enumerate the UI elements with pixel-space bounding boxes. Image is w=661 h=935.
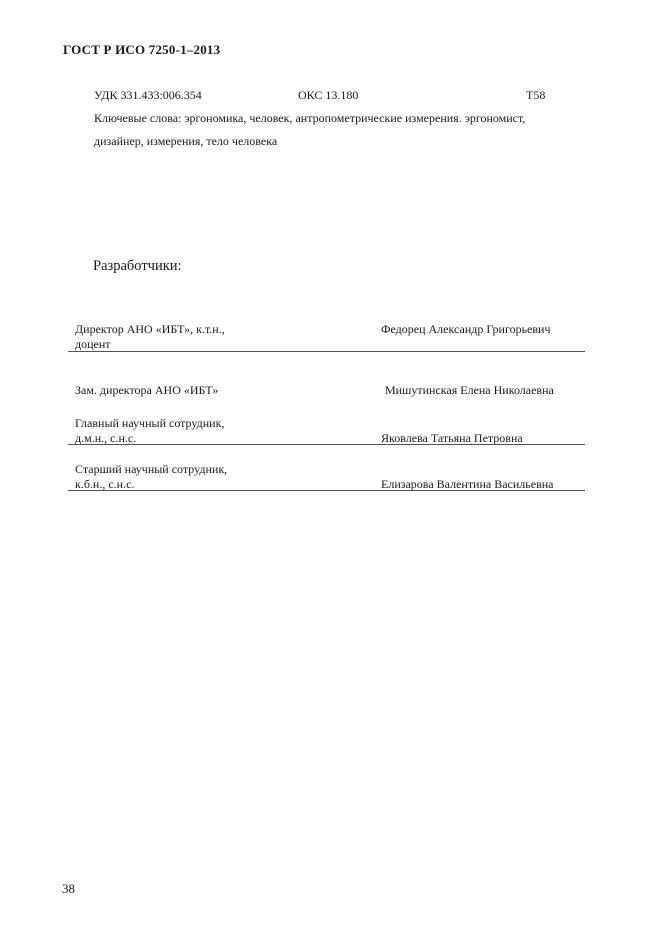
position-line-2: к.б.н., с.н.с. bbox=[75, 477, 135, 491]
position-line-1: Директор АНО «ИБТ», к.т.н., bbox=[75, 322, 225, 336]
oks-code: ОКС 13.180 bbox=[298, 88, 359, 102]
developer-name: Яковлева Татьяна Петровна bbox=[381, 431, 523, 445]
document-code-header: ГОСТ Р ИСО 7250-1–2013 bbox=[63, 42, 221, 57]
developer-position bbox=[75, 383, 218, 398]
position-line-2: доцент bbox=[75, 337, 111, 351]
position-line-1: Старший научный сотрудник, bbox=[75, 462, 228, 476]
keywords-line-2: дизайнер, измерения, тело человека bbox=[94, 134, 278, 148]
developer-name: Федорец Александр Григорьевич bbox=[381, 322, 551, 336]
row-divider bbox=[68, 444, 585, 445]
developer-position bbox=[75, 462, 227, 492]
developers-title: Разработчики: bbox=[93, 258, 182, 274]
developer-name: Елизарова Валентина Васильевна bbox=[381, 477, 554, 491]
row-divider bbox=[68, 351, 585, 352]
developer-position bbox=[75, 322, 225, 352]
position-line-2: д.м.н., с.н.с. bbox=[75, 431, 137, 445]
row-divider bbox=[68, 490, 585, 491]
position-line-1: Главный научный сотрудник, bbox=[75, 416, 225, 430]
page-number: 38 bbox=[62, 881, 75, 896]
udk-code: УДК 331.433:006.354 bbox=[94, 88, 202, 102]
position-line-1: Зам. директора АНО «ИБТ» bbox=[75, 383, 219, 397]
t-code: Т58 bbox=[526, 88, 546, 102]
developer-name: Мишутинская Елена Николаевна bbox=[385, 383, 554, 397]
developer-position bbox=[75, 416, 224, 446]
keywords-line-1: Ключевые слова: эргономика, человек, антропометрические измерения. эргономист, bbox=[94, 111, 526, 125]
